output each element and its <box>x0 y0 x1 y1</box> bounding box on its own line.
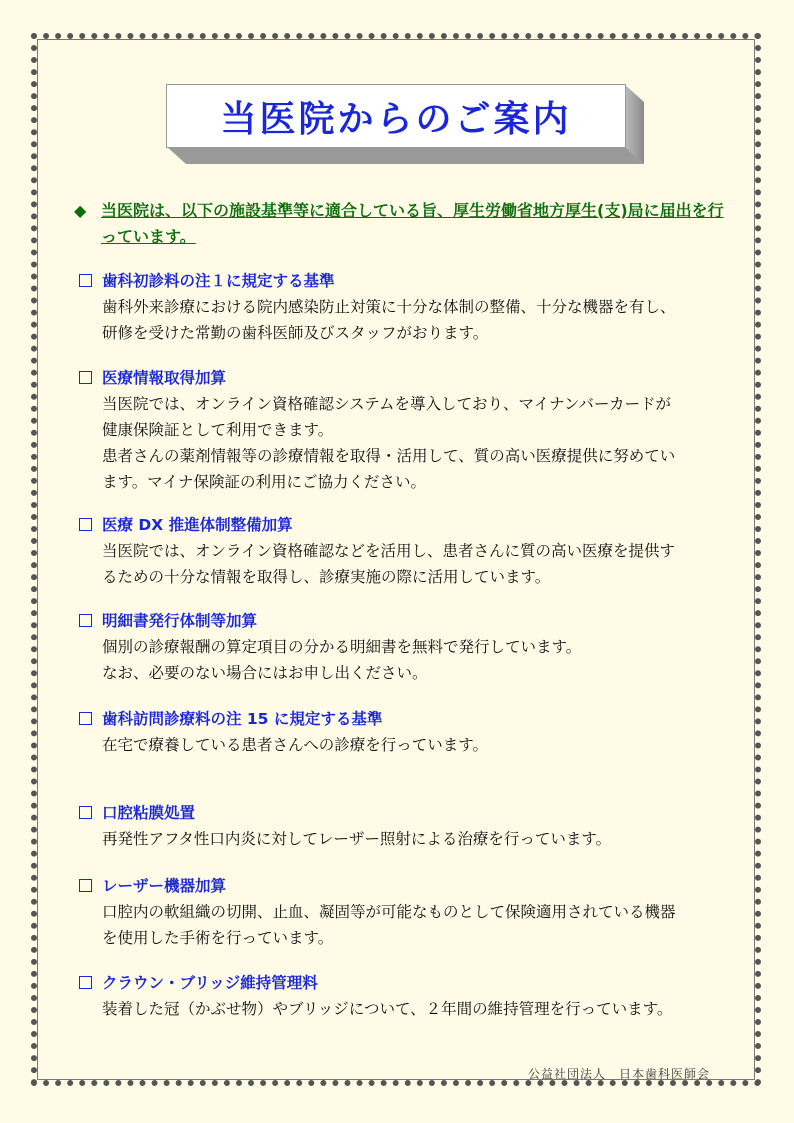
section-line: 当医院では、オンライン資格確認システムを導入しており、マイナンバーカードが <box>102 395 672 413</box>
info-section <box>74 268 734 346</box>
section-heading-text: 医療情報取得加算 <box>102 369 227 387</box>
section-line: 装着した冠（かぶせ物）やブリッジについて、２年間の維持管理を行っています。 <box>102 1000 673 1018</box>
intro-text: 当医院は、以下の施設基準等に適合している旨、厚生労働省地方厚生(支)局に届出を行っています。 <box>101 201 724 246</box>
info-section <box>74 970 734 1022</box>
section-line: 再発性アフタ性口内炎に対してレーザー照射による治療を行っています。 <box>102 830 612 848</box>
checkbox-icon <box>79 976 92 989</box>
section-line: るための十分な情報を取得し、診療実施の際に活用しています。 <box>102 568 551 586</box>
section-heading <box>74 268 734 294</box>
section-heading <box>74 970 734 996</box>
section-heading-text: レーザー機器加算 <box>102 877 227 895</box>
checkbox-icon <box>79 518 92 531</box>
section-heading <box>74 512 734 538</box>
checkbox-icon <box>79 806 92 819</box>
footer-org: 公益社団法人 日本歯科医師会 <box>528 1067 711 1081</box>
info-section <box>74 873 734 951</box>
section-heading <box>74 365 734 391</box>
title-banner-bottom <box>166 146 644 164</box>
section-heading <box>74 800 734 826</box>
section-heading-text: 歯科訪問診療料の注 15 に規定する基準 <box>102 710 383 728</box>
section-heading-text: 口腔粘膜処置 <box>102 804 196 822</box>
section-line: 歯科外来診療における院内感染防止対策に十分な体制の整備、十分な機器を有し、 <box>102 298 676 316</box>
section-body <box>102 899 734 951</box>
title-banner <box>166 84 644 164</box>
section-heading <box>74 873 734 899</box>
section-heading-text: 歯科初診料の注１に規定する基準 <box>102 272 335 290</box>
section-line: を使用した手術を行っています。 <box>102 929 334 947</box>
section-body <box>102 996 734 1022</box>
section-heading-text: 明細書発行体制等加算 <box>102 612 258 630</box>
section-body <box>102 826 734 852</box>
checkbox-icon <box>79 879 92 892</box>
section-line: なお、必要のない場合にはお申し出ください。 <box>102 664 428 682</box>
section-line: 在宅で療養している患者さんへの診療を行っています。 <box>102 736 488 754</box>
section-line: 健康保険証として利用できます。 <box>102 421 334 439</box>
intro-notice <box>74 198 734 250</box>
section-heading <box>74 706 734 732</box>
info-section <box>74 608 734 686</box>
checkbox-icon <box>79 614 92 627</box>
info-section <box>74 706 734 758</box>
section-line: 口腔内の軟組織の切開、止血、凝固等が可能なものとして保険適用されている機器 <box>102 903 676 921</box>
diamond-icon: ◆ <box>74 201 87 220</box>
checkbox-icon <box>79 712 92 725</box>
section-heading-text: 医療 DX 推進体制整備加算 <box>102 516 293 534</box>
section-body <box>102 391 734 495</box>
section-body <box>102 538 734 590</box>
section-line: 患者さんの薬剤情報等の診療情報を取得・活用して、質の高い医療提供に努めてい <box>102 447 676 465</box>
section-line: ます。マイナ保険証の利用にご協力ください。 <box>102 473 426 491</box>
section-heading <box>74 608 734 634</box>
section-line: 当医院では、オンライン資格確認などを活用し、患者さんに質の高い医療を提供す <box>102 542 676 560</box>
section-line: 研修を受けた常勤の歯科医師及びスタッフがおります。 <box>102 324 489 342</box>
checkbox-icon <box>79 371 92 384</box>
page-title: 当医院からのご案内 <box>166 84 626 148</box>
section-body <box>102 294 734 346</box>
info-section <box>74 800 734 852</box>
section-line: 個別の診療報酬の算定項目の分かる明細書を無料で発行しています。 <box>102 638 582 656</box>
checkbox-icon <box>79 274 92 287</box>
section-heading-text: クラウン・ブリッジ維持管理料 <box>102 974 318 992</box>
section-body <box>102 634 734 686</box>
info-section <box>74 365 734 495</box>
info-section <box>74 512 734 590</box>
section-body <box>102 732 734 758</box>
